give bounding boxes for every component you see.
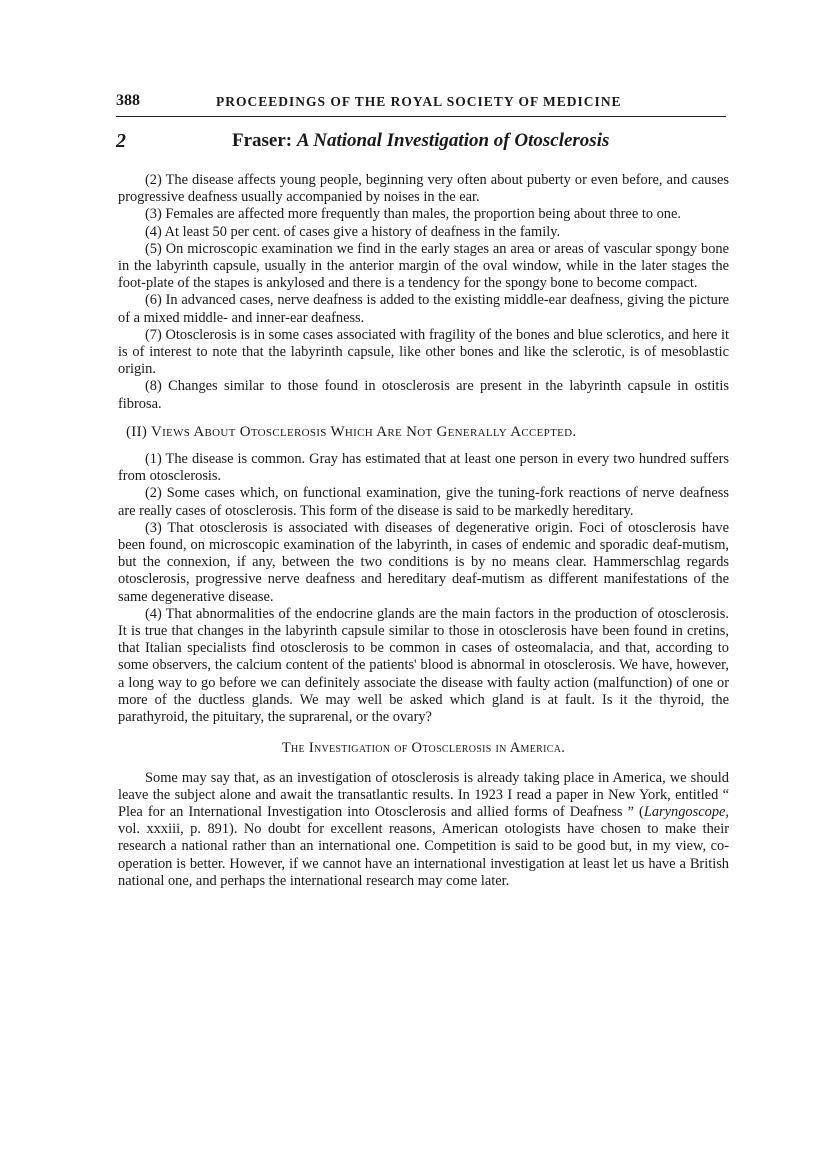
journal-title: PROCEEDINGS OF THE ROYAL SOCIETY OF MEDICINE: [216, 94, 622, 109]
section-number: 2: [116, 130, 126, 152]
header-rule: [116, 116, 726, 117]
paragraph-text: Some may say that, as an investigation of otosclerosis is already taking place in America, we should leave the subject alone and await the transatlantic results. In 1923 I read a paper in New York, entitled “ Plea for an International Investigation into Otosclerosis and allied forms of Deafness ” (: [118, 769, 729, 820]
section-heading: (II) Views About Otosclerosis Which Are Not Generally Accepted.: [126, 423, 577, 440]
journal-citation: Laryngoscope,: [643, 803, 729, 820]
list-item: (7) Otosclerosis is in some cases associated with fragility of the bones and blue sclerotics, and here it is of interest to note that the labyrinth capsule, like other bones and like the sclerotic, is of mesoblastic origin.: [118, 326, 729, 378]
article-title-text: A National Investigation of Otosclerosis: [296, 130, 610, 151]
final-paragraph: [118, 770, 729, 890]
paragraph-text: vol. xxxiii, p. 891). No doubt for excellent reasons, American otologists have chosen to make their research a national rather than an international one. Competition is said to be good but, in my view, co-operation is better. However, if we cannot have an international investigation at least let us have a British national one, and perhaps the international research may come later.: [118, 821, 729, 889]
list-item: (8) Changes similar to those found in otosclerosis are present in the labyrinth capsule in ostitis fibrosa.: [118, 378, 729, 412]
list-item: (6) In advanced cases, nerve deafness is added to the existing middle-ear deafness, giving the picture of a mixed middle- and inner-ear deafness.: [118, 292, 729, 326]
running-head: [116, 92, 726, 116]
list-item: (3) That otosclerosis is associated with diseases of degenerative origin. Foci of otosclerosis have been found, on microscopic examination of the labyrinth, in cases of endemic and sporadic deaf-mutism, but the connexion, if any, between the two conditions is by no means clear. Hammerschlag regards otosclerosis, progressive nerve deafness and hereditary deaf-mutism as different manifestations of the same degenerative disease.: [118, 519, 729, 605]
list-item: (4) At least 50 per cent. of cases give a history of deafness in the family.: [145, 223, 561, 240]
list-item: (2) Some cases which, on functional examination, give the tuning-fork reactions of nerve deafness are really cases of otosclerosis. This form of the disease is said to be markedly hereditary.: [118, 485, 729, 519]
article-body: [118, 172, 729, 890]
list-item: (5) On microscopic examination we find in the early stages an area or areas of vascular spongy bone in the labyrinth capsule, usually in the anterior margin of the oval window, while in the later stages the foot-plate of the stapes is ankylosed and there is a tendency for the spongy bone to become compact.: [118, 240, 729, 292]
page-number: 388: [116, 92, 140, 109]
section-heading: The Investigation of Otosclerosis in America.: [281, 740, 566, 757]
list-item: (1) The disease is common. Gray has estimated that at least one person in every two hundred suffers from otosclerosis.: [118, 451, 729, 485]
list-item: (4) That abnormalities of the endocrine glands are the main factors in the production of otosclerosis. It is true that changes in the labyrinth capsule similar to those in otosclerosis have been found in cretins, that Italian specialists find otosclerosis to be common in cases of osteomalacia, and that, according to some observers, the calcium content of the patients' blood is abnormal in otosclerosis. We have, however, a long way to go before we can definitely associate the disease with faulty action (malfunction) of one or more of the ductless glands. We may well be asked which gland is at fault. Is it the thyroid, the parathyroid, the pituitary, the suprarenal, or the ovary?: [118, 605, 729, 726]
article-title: [232, 130, 609, 152]
list-item: (2) The disease affects young people, beginning very often about puberty or even before, and causes progressive deafness usually accompanied by noises in the ear.: [118, 172, 729, 206]
list-item: (3) Females are affected more frequently than males, the proportion being about three to one.: [145, 206, 681, 223]
article-author: Fraser:: [232, 130, 293, 151]
